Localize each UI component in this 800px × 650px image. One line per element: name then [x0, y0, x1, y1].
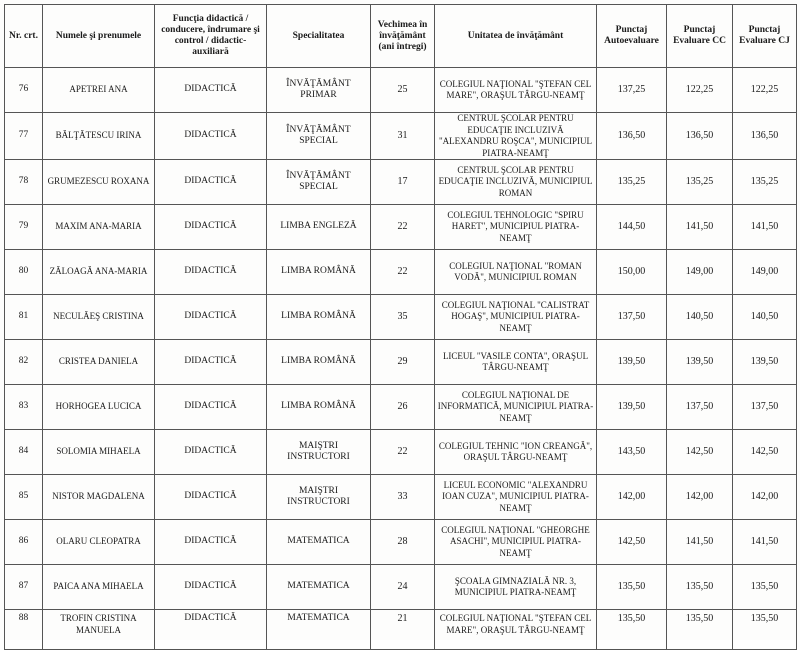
- cell-function: DIDACTICĂ: [155, 385, 267, 430]
- cell-cj-score: 140,50: [733, 295, 797, 340]
- cell-specialty: ÎNVĂŢĂMÂNT SPECIAL: [267, 113, 371, 160]
- cell-seniority: 22: [371, 430, 435, 475]
- cell-function: DIDACTICĂ: [155, 430, 267, 475]
- cell-name: CRISTEA DANIELA: [43, 340, 155, 385]
- cell-self-score: 135,50: [597, 610, 667, 650]
- cell-nr: 78: [5, 160, 43, 205]
- cell-unit: COLEGIUL TEHNIC "ION CREANGĂ", ORAŞUL TÂRGU-NEAMŢ: [435, 430, 597, 475]
- cell-self-score: 139,50: [597, 340, 667, 385]
- cell-specialty: LIMBA ROMÂNĂ: [267, 340, 371, 385]
- cell-function: DIDACTICĂ: [155, 160, 267, 205]
- cell-cj-score: 122,25: [733, 68, 797, 113]
- cell-seniority: 22: [371, 250, 435, 295]
- cell-self-score: 137,50: [597, 295, 667, 340]
- cell-name: OLARU CLEOPATRA: [43, 520, 155, 565]
- cell-cj-score: 136,50: [733, 113, 797, 160]
- cell-seniority: 24: [371, 565, 435, 610]
- cell-nr: 79: [5, 205, 43, 250]
- cell-name: APETREI ANA: [43, 68, 155, 113]
- cell-unit: COLEGIUL NAŢIONAL "ŞTEFAN CEL MARE", ORAŞUL TÂRGU-NEAMŢ: [435, 610, 597, 650]
- cell-function: DIDACTICĂ: [155, 205, 267, 250]
- table-row: [5, 565, 797, 610]
- table-row: [5, 68, 797, 113]
- cell-unit: ŞCOALA GIMNAZIALĂ NR. 3, MUNICIPIUL PIATRA-NEAMŢ: [435, 565, 597, 610]
- cell-nr: 76: [5, 68, 43, 113]
- cell-self-score: 135,50: [597, 565, 667, 610]
- table-row: [5, 160, 797, 205]
- table-row: [5, 610, 797, 650]
- header-name: Numele şi prenumele: [43, 5, 155, 68]
- cell-self-score: 144,50: [597, 205, 667, 250]
- cell-seniority: 28: [371, 520, 435, 565]
- cell-cj-score: 135,50: [733, 565, 797, 610]
- cell-unit: CENTRUL ŞCOLAR PENTRU EDUCAŢIE INCLUZIVĂ, MUNICIPIUL ROMAN: [435, 160, 597, 205]
- cell-specialty: MATEMATICA: [267, 520, 371, 565]
- header-cc-score: Punctaj Evaluare CC: [667, 5, 733, 68]
- cell-cc-score: 142,00: [667, 475, 733, 520]
- cell-cj-score: 141,50: [733, 205, 797, 250]
- cell-unit: COLEGIUL NAŢIONAL "GHEORGHE ASACHI", MUNICIPIUL PIATRA-NEAMŢ: [435, 520, 597, 565]
- cell-self-score: 139,50: [597, 385, 667, 430]
- cell-unit: LICEUL ECONOMIC "ALEXANDRU IOAN CUZA", MUNICIPIUL PIATRA-NEAMŢ: [435, 475, 597, 520]
- cell-unit: CENTRUL ŞCOLAR PENTRU EDUCAŢIE INCLUZIVĂ "ALEXANDRU ROŞCA", MUNICIPIUL PIATRA-NEAMŢ: [435, 113, 597, 160]
- table-row: [5, 385, 797, 430]
- cell-cc-score: 139,50: [667, 340, 733, 385]
- cell-specialty: LIMBA ENGLEZĂ: [267, 205, 371, 250]
- header-self-score: Punctaj Autoevaluare: [597, 5, 667, 68]
- cell-name: ZĂLOAGĂ ANA-MARIA: [43, 250, 155, 295]
- cell-function: DIDACTICĂ: [155, 295, 267, 340]
- header-seniority: Vechimea în învăţământ (ani întregi): [371, 5, 435, 68]
- cell-name: TROFIN CRISTINA MANUELA: [43, 610, 155, 650]
- cell-name: NECULĂEŞ CRISTINA: [43, 295, 155, 340]
- header-row: [5, 5, 797, 68]
- table-row: [5, 295, 797, 340]
- cell-cc-score: 135,50: [667, 565, 733, 610]
- cell-unit: LICEUL "VASILE CONTA", ORAŞUL TÂRGU-NEAMŢ: [435, 340, 597, 385]
- cell-seniority: 22: [371, 205, 435, 250]
- table-row: [5, 250, 797, 295]
- cell-self-score: 142,50: [597, 520, 667, 565]
- cell-seniority: 21: [371, 610, 435, 650]
- header-specialty: Specialitatea: [267, 5, 371, 68]
- cell-self-score: 142,00: [597, 475, 667, 520]
- cell-name: BĂLŢĂTESCU IRINA: [43, 113, 155, 160]
- cell-nr: 82: [5, 340, 43, 385]
- cell-function: DIDACTICĂ: [155, 520, 267, 565]
- header-unit: Unitatea de învăţământ: [435, 5, 597, 68]
- table-row: [5, 113, 797, 160]
- cell-cj-score: 135,50: [733, 610, 797, 650]
- cell-cc-score: 122,25: [667, 68, 733, 113]
- cell-specialty: LIMBA ROMÂNĂ: [267, 295, 371, 340]
- cell-cj-score: 137,50: [733, 385, 797, 430]
- cell-function: DIDACTICĂ: [155, 565, 267, 610]
- cell-cc-score: 141,50: [667, 205, 733, 250]
- header-nr: Nr. crt.: [5, 5, 43, 68]
- cell-cj-score: 135,25: [733, 160, 797, 205]
- table-row: [5, 430, 797, 475]
- cell-specialty: ÎNVĂŢĂMÂNT PRIMAR: [267, 68, 371, 113]
- cell-self-score: 137,25: [597, 68, 667, 113]
- evaluation-table: [4, 4, 797, 650]
- cell-seniority: 26: [371, 385, 435, 430]
- cell-nr: 84: [5, 430, 43, 475]
- cell-self-score: 143,50: [597, 430, 667, 475]
- cell-cj-score: 149,00: [733, 250, 797, 295]
- cell-unit: COLEGIUL NAŢIONAL DE INFORMATICĂ, MUNICIPIUL PIATRA-NEAMŢ: [435, 385, 597, 430]
- cell-name: SOLOMIA MIHAELA: [43, 430, 155, 475]
- cell-name: PAICA ANA MIHAELA: [43, 565, 155, 610]
- cell-cj-score: 142,50: [733, 430, 797, 475]
- cell-seniority: 29: [371, 340, 435, 385]
- cell-function: DIDACTICĂ: [155, 610, 267, 650]
- cell-self-score: 135,25: [597, 160, 667, 205]
- cell-cc-score: 142,50: [667, 430, 733, 475]
- cell-function: DIDACTICĂ: [155, 475, 267, 520]
- cell-unit: COLEGIUL NAŢIONAL "ROMAN VODĂ", MUNICIPIUL ROMAN: [435, 250, 597, 295]
- cell-nr: 85: [5, 475, 43, 520]
- cell-unit: COLEGIUL NAŢIONAL "ŞTEFAN CEL MARE", ORAŞUL TÂRGU-NEAMŢ: [435, 68, 597, 113]
- cell-function: DIDACTICĂ: [155, 250, 267, 295]
- cell-name: MAXIM ANA-MARIA: [43, 205, 155, 250]
- cell-seniority: 31: [371, 113, 435, 160]
- cell-seniority: 25: [371, 68, 435, 113]
- cell-seniority: 35: [371, 295, 435, 340]
- cell-self-score: 150,00: [597, 250, 667, 295]
- table-row: [5, 205, 797, 250]
- header-function: Funcţia didactică / conducere, îndrumare şi control / didactic-auxiliară: [155, 5, 267, 68]
- cell-name: GRUMEZESCU ROXANA: [43, 160, 155, 205]
- cell-cc-score: 137,50: [667, 385, 733, 430]
- header-cj-score: Punctaj Evaluare CJ: [733, 5, 797, 68]
- table-row: [5, 475, 797, 520]
- cell-seniority: 17: [371, 160, 435, 205]
- cell-unit: COLEGIUL NAŢIONAL "CALISTRAT HOGAŞ", MUNICIPIUL PIATRA-NEAMŢ: [435, 295, 597, 340]
- cell-nr: 83: [5, 385, 43, 430]
- cell-cc-score: 135,50: [667, 610, 733, 650]
- cell-cc-score: 149,00: [667, 250, 733, 295]
- cell-cc-score: 135,25: [667, 160, 733, 205]
- cell-cc-score: 136,50: [667, 113, 733, 160]
- table-row: [5, 340, 797, 385]
- cell-cj-score: 139,50: [733, 340, 797, 385]
- table-row: [5, 520, 797, 565]
- cell-cj-score: 142,00: [733, 475, 797, 520]
- cell-cc-score: 141,50: [667, 520, 733, 565]
- cell-name: NISTOR MAGDALENA: [43, 475, 155, 520]
- cell-function: DIDACTICĂ: [155, 113, 267, 160]
- cell-cc-score: 140,50: [667, 295, 733, 340]
- cell-nr: 81: [5, 295, 43, 340]
- cell-function: DIDACTICĂ: [155, 340, 267, 385]
- cell-cj-score: 141,50: [733, 520, 797, 565]
- cell-specialty: MAIŞTRI INSTRUCTORI: [267, 430, 371, 475]
- cell-nr: 77: [5, 113, 43, 160]
- cell-nr: 80: [5, 250, 43, 295]
- cell-seniority: 33: [371, 475, 435, 520]
- cell-specialty: ÎNVĂŢĂMÂNT SPECIAL: [267, 160, 371, 205]
- cell-self-score: 136,50: [597, 113, 667, 160]
- cell-nr: 88: [5, 610, 43, 650]
- cell-specialty: MAIŞTRI INSTRUCTORI: [267, 475, 371, 520]
- table-body: [5, 68, 797, 650]
- cell-specialty: LIMBA ROMÂNĂ: [267, 385, 371, 430]
- cell-nr: 87: [5, 565, 43, 610]
- cell-specialty: LIMBA ROMÂNĂ: [267, 250, 371, 295]
- cell-name: HORHOGEA LUCICA: [43, 385, 155, 430]
- cell-specialty: MATEMATICA: [267, 610, 371, 650]
- cell-specialty: MATEMATICA: [267, 565, 371, 610]
- cell-function: DIDACTICĂ: [155, 68, 267, 113]
- cell-unit: COLEGIUL TEHNOLOGIC "SPIRU HARET", MUNICIPIUL PIATRA-NEAMŢ: [435, 205, 597, 250]
- cell-nr: 86: [5, 520, 43, 565]
